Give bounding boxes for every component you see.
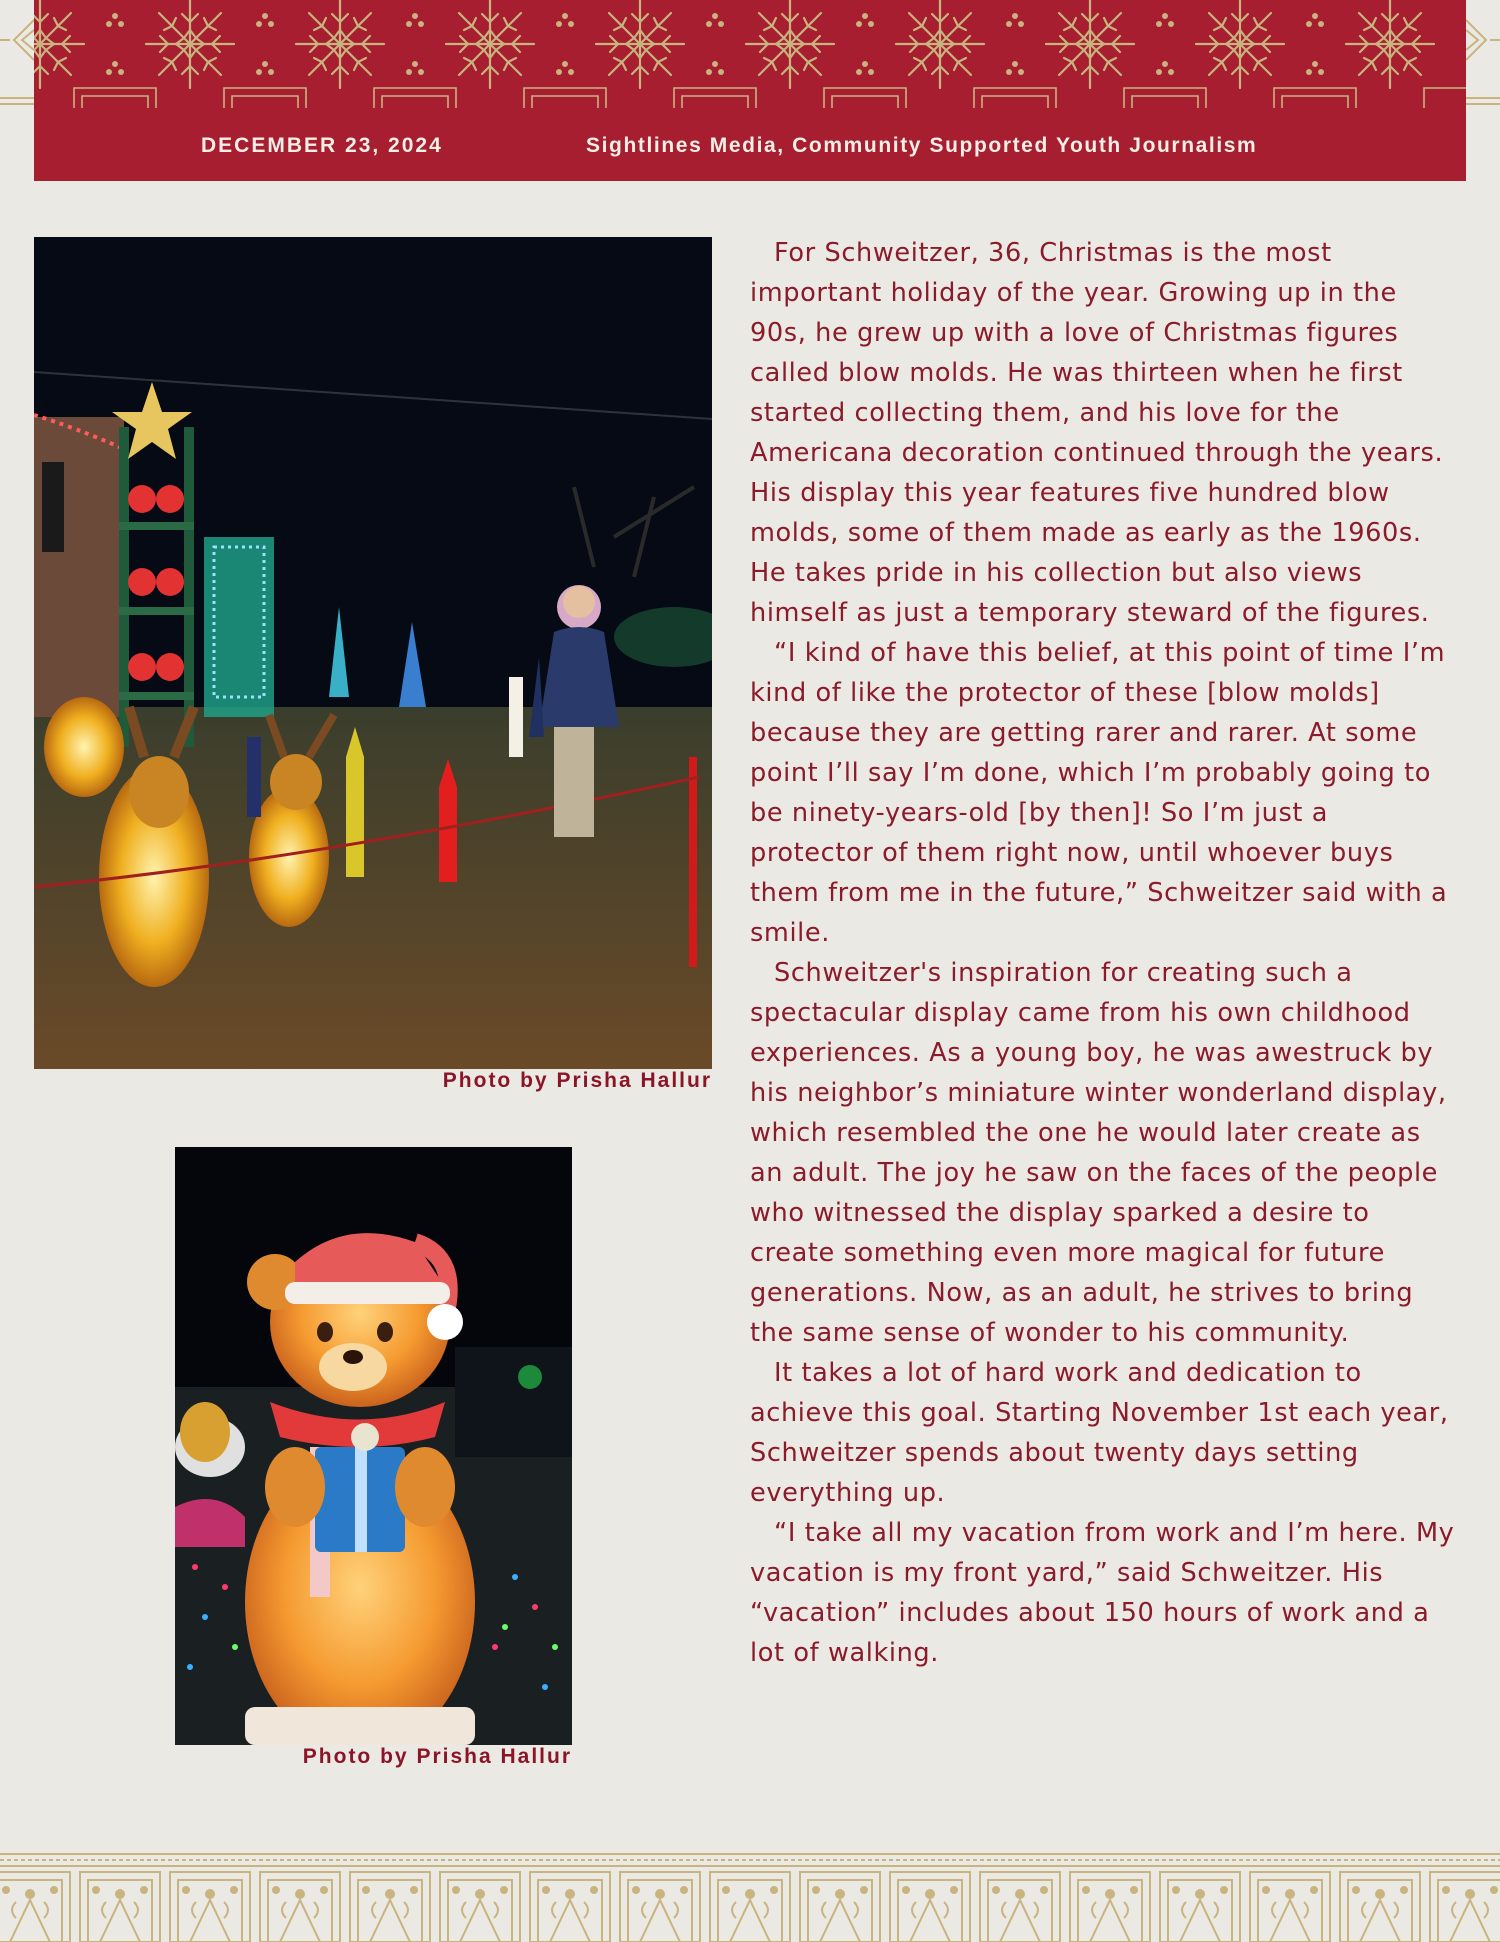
article-paragraph: “I take all my vacation from work and I’m here. My vacation is my front yard,” said Schweitzer. His “vacation” includes about 150 hours of work and a lot of walking.: [750, 1518, 1455, 1668]
right-border-ornament: [1466, 0, 1500, 108]
photo-caption-1: Photo by Prisha Hallur: [442, 1069, 712, 1092]
christmas-display-photo: [34, 237, 712, 1069]
article-body: [750, 233, 1460, 1673]
photo-caption-2: Photo by Prisha Hallur: [302, 1745, 572, 1768]
masthead: Sightlines Media, Community Supported Youth Journalism: [586, 134, 1258, 157]
article-paragraph: Schweitzer's inspiration for creating such a spectacular display came from his own childhood experiences. As a young boy, he was awestruck by his neighbor’s miniature winter wonderland display, which resembled the one he would later create as an adult. The joy he saw on the faces of the people who witnessed the display sparked a desire to create something even more magical for future generations. Now, as an adult, he strives to bring the same sense of wonder to his community.: [750, 958, 1447, 1348]
bottom-border-ornament: [0, 1850, 1500, 1942]
left-border-ornament: [0, 0, 34, 108]
header-bar: [34, 108, 1466, 181]
snowflake-pattern-banner: [34, 0, 1466, 108]
article-paragraph: For Schweitzer, 36, Christmas is the most important holiday of the year. Growing up in the 90s, he grew up with a love of Christmas figures called blow molds. He was thirteen when he first started collecting them, and his love for the Americana decoration continued through the years. His display this year features five hundred blow molds, some of them made as early as the 1960s. He takes pride in his collection but also views himself as just a temporary steward of the figures.: [750, 238, 1444, 628]
article-paragraph: It takes a lot of hard work and dedication to achieve this goal. Starting November 1st each year, Schweitzer spends about twenty days setting everything up.: [750, 1358, 1449, 1508]
publication-date: DECEMBER 23, 2024: [201, 134, 443, 157]
teddy-bear-photo: [175, 1147, 572, 1745]
article-paragraph: “I kind of have this belief, at this point of time I’m kind of like the protector of these [blow molds] because they are getting rarer and rarer. At some point I’ll say I’m done, which I’m probably going to be ninety-years-old [by then]! So I’m just a protector of them right now, until whoever buys them from me in the future,” Schweitzer said with a smile.: [750, 638, 1448, 948]
